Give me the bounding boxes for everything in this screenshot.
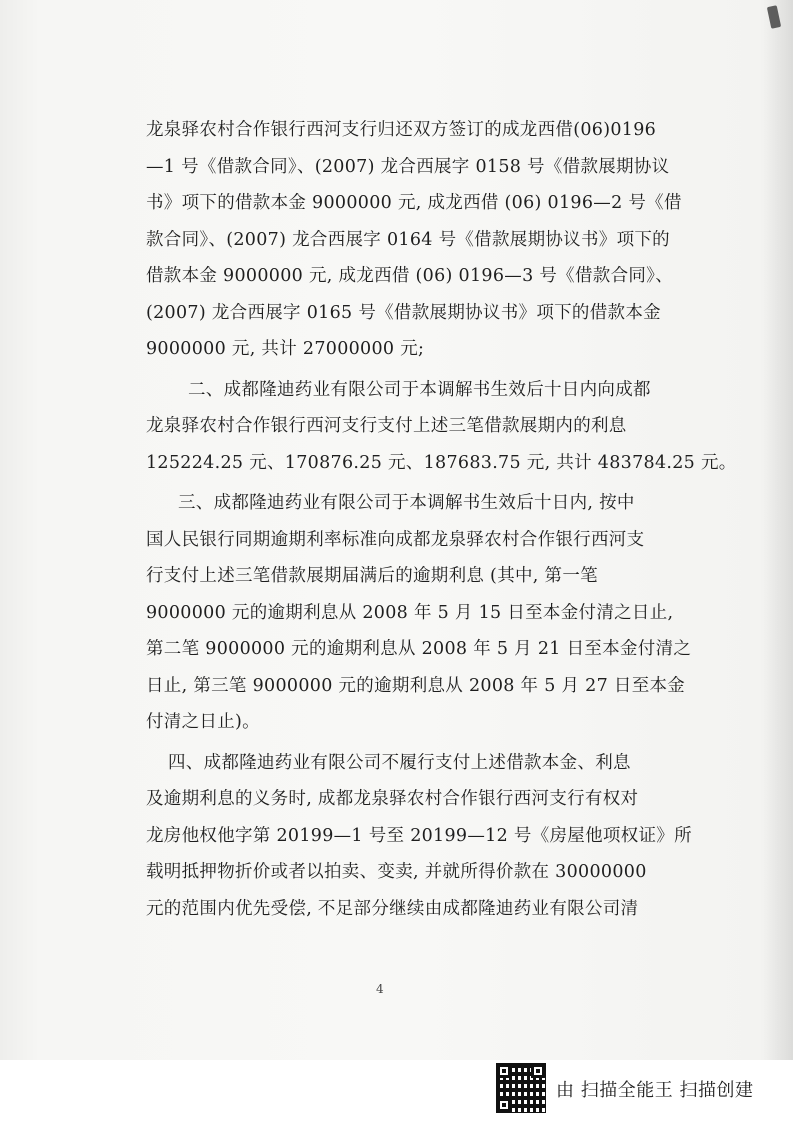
scanner-credit: 由 扫描全能王 扫描创建 <box>556 1080 754 1101</box>
text-line: 元的范围内优先受偿, 不足部分继续由成都隆迪药业有限公司清 <box>146 898 639 919</box>
text-line: 龙泉驿农村合作银行西河支行归还双方签订的成龙西借(06)0196 <box>146 120 657 140</box>
text-line: 行支付上述三笔借款展期届满后的逾期利息 (其中, 第一笔 <box>146 566 598 586</box>
scanner-footer <box>0 1060 793 1122</box>
text-line: 龙泉驿农村合作银行西河支行支付上述三笔借款展期内的利息 <box>146 416 627 436</box>
text-line: 载明抵押物折价或者以拍卖、变卖, 并就所得价款在 30000000 <box>146 862 647 882</box>
text-line: 及逾期利息的义务时, 成都龙泉驿农村合作银行西河支行有权对 <box>146 789 639 809</box>
paragraph-two-start: 二、成都隆迪药业有限公司于本调解书生效后十日内向成都 <box>188 379 651 400</box>
text-line: 国人民银行同期逾期利率标准向成都龙泉驿农村合作银行西河支 <box>146 529 645 550</box>
text-line: 125224.25 元、170876.25 元、187683.75 元, 共计 483784.25 元。 <box>146 452 737 473</box>
text-line: 9000000 元的逾期利息从 2008 年 5 月 15 日至本金付清之日止, <box>146 602 674 623</box>
paragraph-four-start: 四、成都隆迪药业有限公司不履行支付上述借款本金、利息 <box>168 752 631 773</box>
text-line: —1 号《借款合同》、(2007) 龙合西展字 0158 号《借款展期协议 <box>146 156 670 177</box>
text-line: 9000000 元, 共计 27000000 元; <box>146 339 425 359</box>
page-edge-shadow <box>763 0 793 1060</box>
text-line: 款合同》、(2007) 龙合西展字 0164 号《借款展期协议书》项下的 <box>146 229 670 250</box>
text-line: 日止, 第三笔 9000000 元的逾期利息从 2008 年 5 月 27 日至本金 <box>146 675 686 696</box>
document-body <box>146 112 737 927</box>
qr-code-icon <box>497 1064 545 1112</box>
paragraph-three-start: 三、成都隆迪药业有限公司于本调解书生效后十日内, 按中 <box>178 493 635 513</box>
text-line: 龙房他权他字第 20199—1 号至 20199—12 号《房屋他项权证》所 <box>146 825 692 846</box>
text-line: (2007) 龙合西展字 0165 号《借款展期协议书》项下的借款本金 <box>146 302 661 323</box>
page-number: 4 <box>376 982 384 996</box>
text-line: 付清之日止)。 <box>146 712 260 732</box>
text-line: 书》项下的借款本金 9000000 元, 成龙西借 (06) 0196—2 号《借 <box>146 193 682 213</box>
text-line: 借款本金 9000000 元, 成龙西借 (06) 0196—3 号《借款合同》、 <box>146 266 674 286</box>
text-line: 第二笔 9000000 元的逾期利息从 2008 年 5 月 21 日至本金付清之 <box>146 639 692 659</box>
